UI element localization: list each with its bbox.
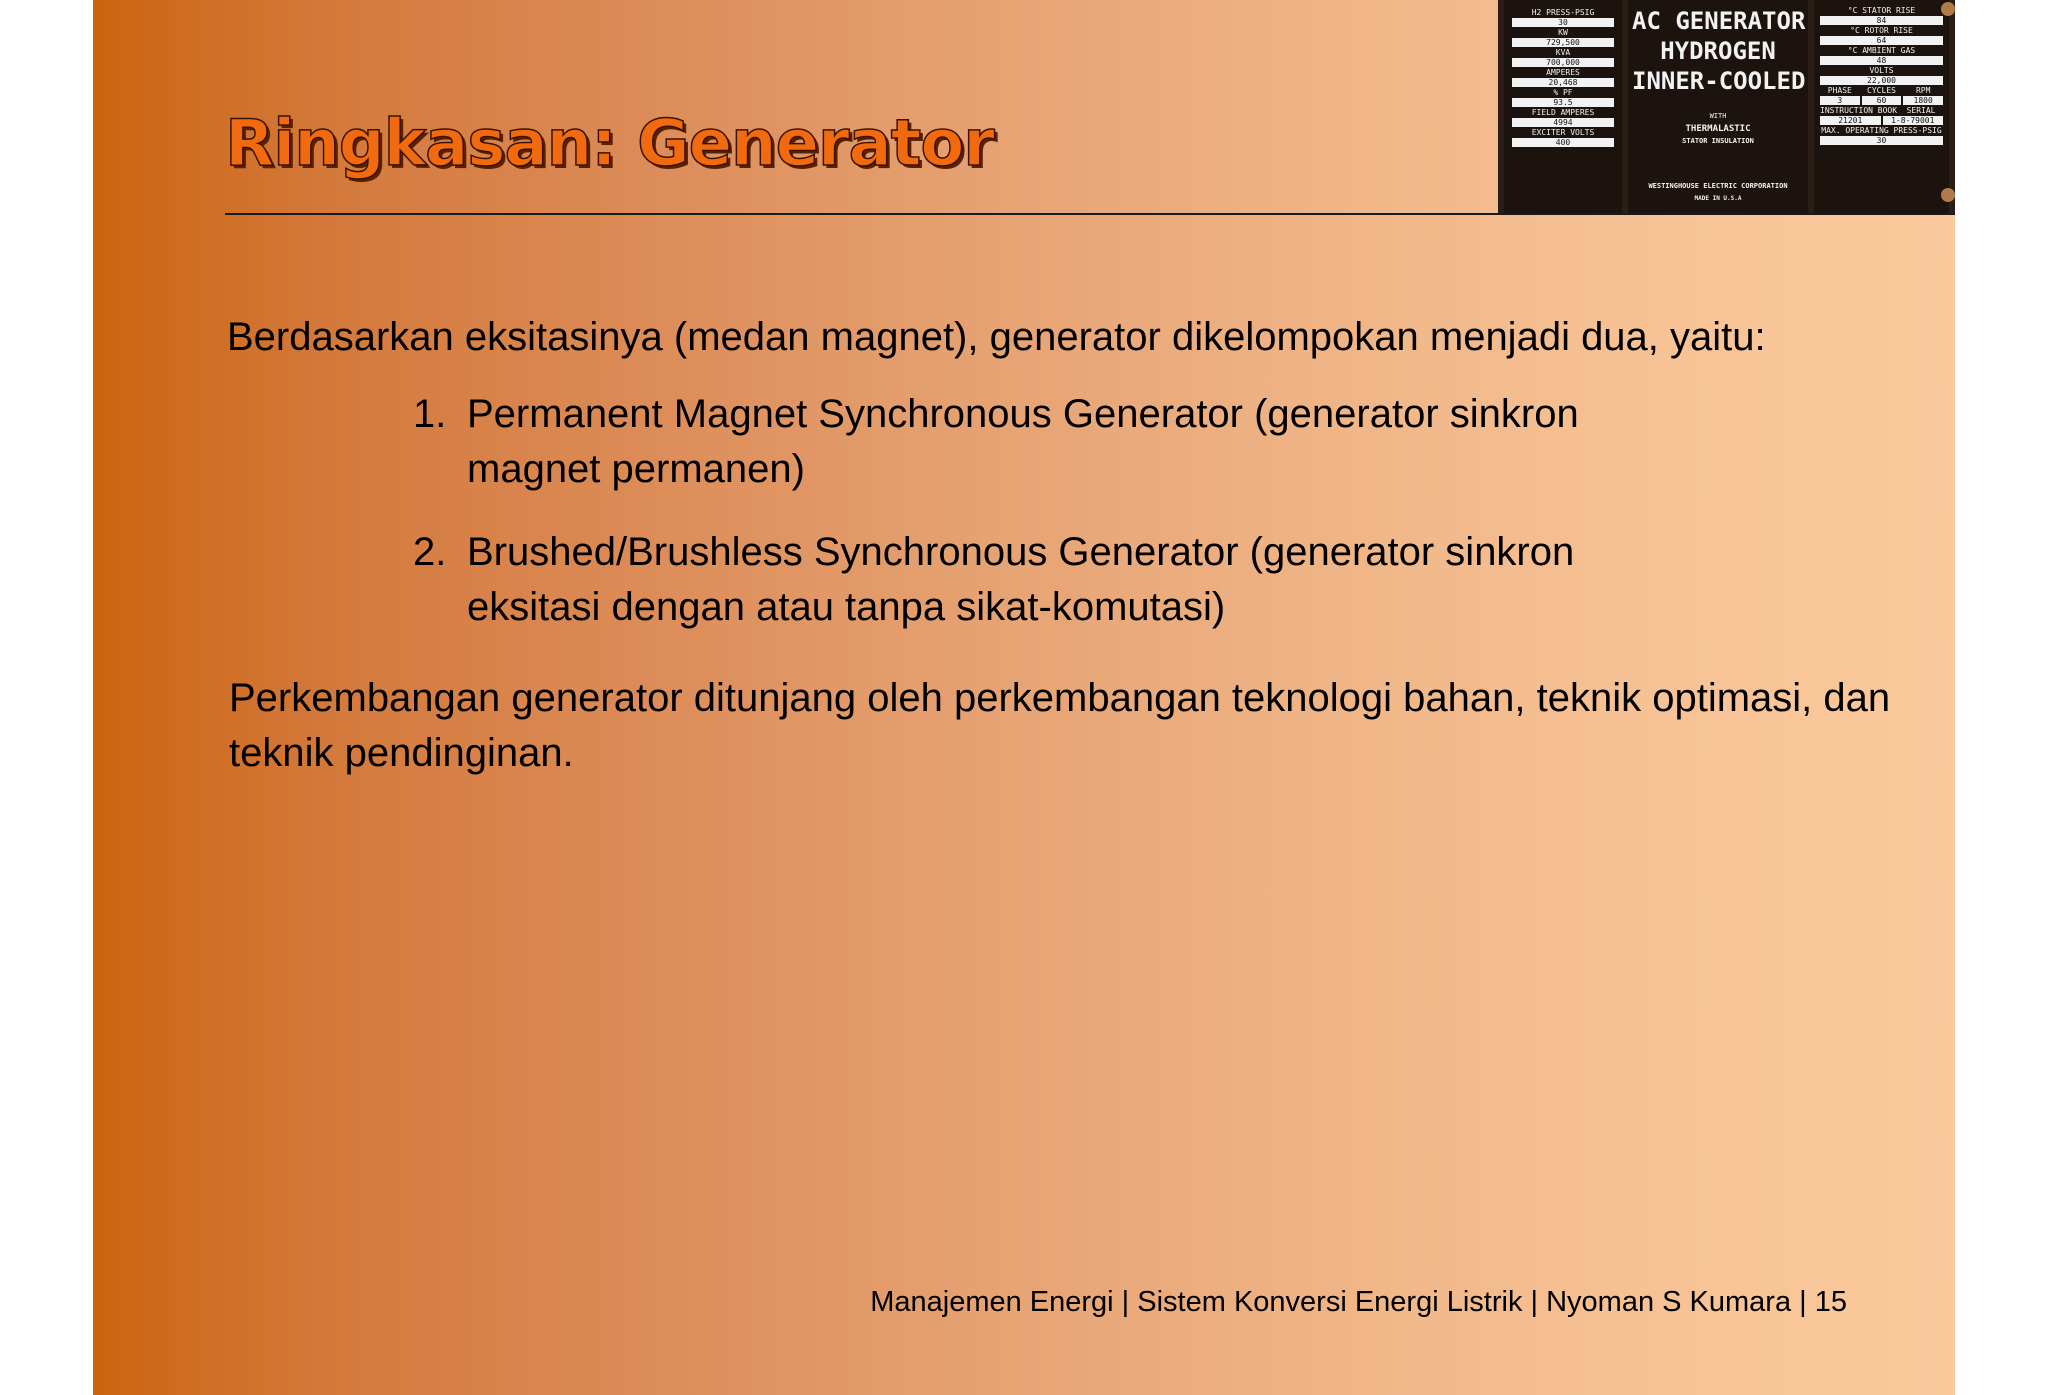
plate-label: EXCITER VOLTS [1531, 128, 1595, 137]
nameplate-left-panel [1504, 0, 1622, 214]
plate-value: 21201 [1820, 116, 1881, 125]
closing-paragraph: Perkembangan generator ditunjang oleh perkembangan teknologi bahan, teknik optimasi, dan teknik pendinginan. [229, 676, 1891, 775]
nameplate-with-text: WITH [1709, 112, 1727, 120]
plate-value: 4994 [1512, 118, 1614, 127]
plate-label: INSTRUCTION BOOK [1820, 106, 1898, 115]
list-number: 2. [413, 530, 447, 574]
nameplate-left-rows [1512, 8, 1614, 147]
plate-value: 93.5 [1512, 98, 1614, 107]
plate-label: % PF [1553, 88, 1573, 97]
screw-icon [1941, 188, 1955, 202]
plate-label: SERIAL [1906, 106, 1936, 115]
nameplate-corporation: WESTINGHOUSE ELECTRIC CORPORATION [1648, 182, 1788, 190]
plate-value: 1800 [1903, 96, 1943, 105]
plate-value: 60 [1862, 96, 1902, 105]
plate-value: 729,500 [1512, 38, 1614, 47]
plate-value: 64 [1820, 36, 1943, 45]
plate-label: °C STATOR RISE [1847, 6, 1916, 15]
title-divider [225, 213, 1955, 215]
nameplate-insulation-text: STATOR INSULATION [1682, 137, 1754, 145]
plate-value: 3 [1820, 96, 1860, 105]
nameplate-heading-line: INNER-COOLED [1632, 67, 1806, 95]
plate-label: CYCLES [1867, 86, 1896, 95]
plate-value: 20,468 [1512, 78, 1614, 87]
nameplate-right-panel [1814, 0, 1949, 214]
slide-body [227, 310, 1907, 781]
plate-label-row [1820, 106, 1943, 116]
plate-label: °C AMBIENT GAS [1847, 46, 1916, 55]
plate-label: KVA [1555, 48, 1571, 57]
plate-value-row [1820, 116, 1943, 126]
plate-label: H2 PRESS-PSIG [1531, 8, 1595, 17]
list-item [227, 387, 1697, 497]
nameplate-made-in: MADE IN U.S.A [1694, 195, 1742, 202]
generator-type-list [227, 387, 1907, 635]
list-number: 1. [413, 392, 447, 436]
plate-value: 30 [1512, 18, 1614, 27]
plate-label: °C ROTOR RISE [1850, 26, 1913, 35]
intro-paragraph: Berdasarkan eksitasinya (medan magnet), generator dikelompokan menjadi dua, yaitu: [227, 315, 1766, 359]
list-item-text: Brushed/Brushless Synchronous Generator (generator sinkron eksitasi dengan atau tanpa sikat-komutasi) [467, 530, 1575, 629]
plate-value: 700,000 [1512, 58, 1614, 67]
plate-value-row [1820, 96, 1943, 106]
plate-label: MAX. OPERATING PRESS-PSIG [1821, 126, 1942, 135]
plate-value: 48 [1820, 56, 1943, 65]
nameplate-heading-line: HYDROGEN [1660, 37, 1776, 65]
nameplate-heading-line: AC GENERATOR [1632, 7, 1806, 35]
slide-title: Ringkasan: Generator [225, 107, 994, 181]
plate-value: 30 [1820, 136, 1943, 145]
slide [93, 0, 1955, 1395]
plate-label: RPM [1915, 86, 1931, 95]
list-item-text: Permanent Magnet Synchronous Generator (generator sinkron magnet permanen) [467, 392, 1579, 491]
plate-value: 400 [1512, 138, 1614, 147]
nameplate-insulation-brand: THERMALASTIC [1685, 124, 1751, 134]
plate-value: 1-8-79001 [1883, 116, 1944, 125]
generator-nameplate-image [1498, 0, 1955, 214]
plate-label: AMPERES [1546, 68, 1580, 77]
nameplate-center-panel [1628, 0, 1808, 214]
plate-value: 22,000 [1820, 76, 1943, 85]
plate-label-row [1820, 86, 1943, 96]
plate-label: FIELD AMPERES [1531, 108, 1595, 117]
plate-label: KW [1558, 28, 1568, 37]
plate-label: VOLTS [1869, 66, 1894, 75]
slide-footer: Manajemen Energi | Sistem Konversi Energi Listrik | Nyoman S Kumara | 15 [870, 1286, 1847, 1318]
plate-label: PHASE [1827, 86, 1852, 95]
screw-icon [1941, 2, 1955, 16]
plate-value: 84 [1820, 16, 1943, 25]
list-item [227, 525, 1697, 635]
